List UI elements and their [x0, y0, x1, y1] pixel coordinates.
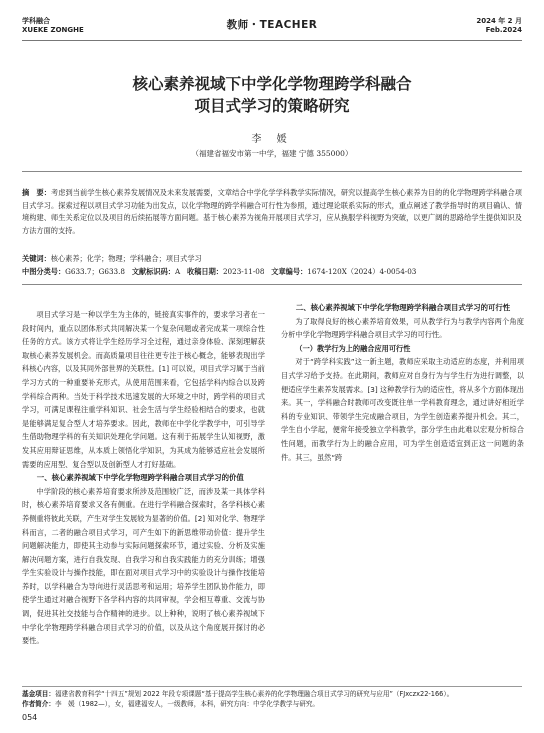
abstract-bottom-rule [22, 284, 522, 285]
doc-code-value: A [174, 267, 181, 276]
author-affiliation: （福建省福安市第一中学，福建 宁德 355000） [191, 149, 353, 158]
section-heading-2: 二、核心素养视域下中学化学物理跨学科融合项目式学习的可行性 [295, 303, 511, 312]
page-number: 054 [22, 713, 38, 722]
clc-label: 中图分类号： [22, 267, 66, 276]
footnote-rule [22, 686, 522, 687]
abstract-label: 摘 要： [22, 188, 51, 197]
section-heading-1: 一、核心素养视域下中学化学物理跨学科融合项目式学习的价值 [36, 473, 244, 483]
article-title-line2: 项目式学习的策略研究 [194, 97, 350, 115]
journal-section-en: XUEKE ZONGHE [22, 26, 84, 34]
fund-text: 福建省教育科学“十四五”规划 2022 年段专项课题“基于提高学生核心素养的化学物理融合项目式学习的研究与应用”（FJxczx22-166）。 [54, 690, 454, 698]
body-paragraph-3: 为了取得良好的核心素养培育效果，可从教学行为与教学内容两个角度分析中学化学物理跨学科融合项目式学习的可行性。 [281, 316, 524, 340]
issue-date-en: Feb.2024 [485, 26, 522, 34]
doc-code-label: 文献标识码： [131, 267, 175, 276]
article-title-line1: 核心素养视域下中学化学物理跨学科融合 [132, 75, 412, 93]
footnote [22, 689, 522, 709]
abstract-text: 考虑到当前学生核心素养发展情况及未来发展需要，文章结合中学化学学科教学实际情况，研究以提高学生核心素养为目的的化学物理跨学科融合项目式学习。探索过程以项目式学习功能为出发点，以化学物理的跨学科融合可行性为参照，通过理论联系实际的形式，重点阐述了教学指导时的项目确认、情境构建、师生关系定位以及项目的后续拓展等方面问题。基于核心素养为视角开展项目式学习，应从换服学科视野为突破，以更广阔的思路给学生提供知识及方法方面的支持。 [22, 188, 522, 235]
bio-label: 作者简介： [22, 700, 55, 708]
issue-date-cn: 2024 年 2 月 [476, 17, 522, 25]
received-label: 收稿日期： [187, 267, 223, 276]
body-paragraph-4: 对于“跨学科实践”这一新主题，教师应采取主动适应的态度，并利用项目式学习给予支持。在此期间，教师应对自身行为与学生行为进行调整，以便适应学生素养发展需求。[3] 这种教学行为的适应性，将从多个方面体现出来。其一，学科融合时教师可改变既往单一学科教育理念，通过讲好相近学科的专业知识、带领学生完成融合项目，为学生创造素养提升机会。其二，学生自小学起，便常年接受独立学科教学，部分学生由此难以宏观分析综合性问题，而教学行为上的融合应用，可为学生创造适宜到正这一问题的条件。其三，虽然“跨 [281, 357, 524, 462]
body-left-column [22, 308, 265, 648]
body-paragraph-1: 项目式学习是一种以学生为主体的，链接真实事件的，要求学习者在一段时间内，重点以团体形式共同解决某一个复杂问题或者完成某一项综合性任务的方式。该方式将让学生经历学习全过程，通过亲身体验、深刻理解获取核心素养发展机会。而高质量项目往往更专注于核心概念，能够表现出学科核心内容，以及其同外部世界的关联性。[1] 可以说，项目式学习属于当前学习方式的一种重要补充形式，从使用范围来看，它包括学科内综合以及跨学科综合两种。当处于科学技术迅速发展的大环境之中时，跨学科的项目式学习，可满足课程注重学科知识、社会生活与学生经验相结合的要求，也就是能够满足复合型人才培养要求。因此，教师在中学化学教学中，可引导学生借助物理学科的有关知识处理化学问题。这有利于拓展学生认知视野，激发其应用辩证思维，从本质上领悟化学知识，为其成为能够适应社会发展所需要的应用型、复合型以及创新型人才打好基础。 [22, 310, 265, 469]
abstract [22, 187, 522, 237]
clc-value: G633.7；G633.8 [65, 267, 125, 276]
header-rule [22, 40, 522, 41]
issue-date [476, 17, 522, 35]
fund-note [22, 689, 522, 699]
fund-label: 基金项目： [22, 690, 55, 698]
author-bio [22, 699, 522, 709]
body-right-column [281, 301, 524, 464]
journal-section-cn: 学科融合 [22, 17, 50, 25]
keywords [22, 253, 522, 266]
abstract-top-rule [22, 171, 522, 172]
keywords-text: 核心素养；化学；物理；学科融合；项目式学习 [50, 254, 202, 263]
journal-name: 教师・TEACHER [226, 19, 318, 31]
subsection-heading-1: （一）教学行为上的融合应用可行性 [295, 343, 411, 353]
received-value: 2023-11-08 [222, 267, 265, 276]
classification-line [22, 266, 522, 279]
keywords-label: 关键词： [22, 254, 51, 263]
article-number-label: 文章编号： [271, 267, 308, 276]
author-name: 李 媛 [251, 134, 293, 145]
article-number-value: 1674-120X（2024）4-0054-03 [307, 267, 417, 276]
bio-text: 李 媛（1982—），女，福建福安人，一级教师，本科，研究方向：中学化学教学与研究。 [54, 700, 320, 708]
body-paragraph-2: 中学阶段的核心素养培育要求所涉及范围较广泛，而涉及某一具体学科时，核心素养培育要求又各有侧重。在进行学科融合探索时，各学科核心素养侧重将彼此关联，产生对学生发展较为显著的价值。[2] 知对化学、物理学科而言，二者的融合项目式学习，可产生如下的新思维带动价值：提升学生问题解决能力，即使其主动参与实际问题探索环节，通过实验、分析及实施解决问题方案，进行自我发现、自我学习和自我实践能力的充分训练；增强学生实验设计与操作技能，即在面对项目式学习中的实验设计与操作技能培养时，以学科融合为导向进行灵活思考和运用；培养学生团队协作能力，即使学生通过对融合视野下各学科内容的共同审视，学会相互尊重、交流与协调，促进其社交技能与合作精神的进步。以上种种，说明了核心素养视域下中学化学物理跨学科融合项目式学习的价值，以及从这个角度展开探讨的必要性。 [22, 486, 265, 646]
